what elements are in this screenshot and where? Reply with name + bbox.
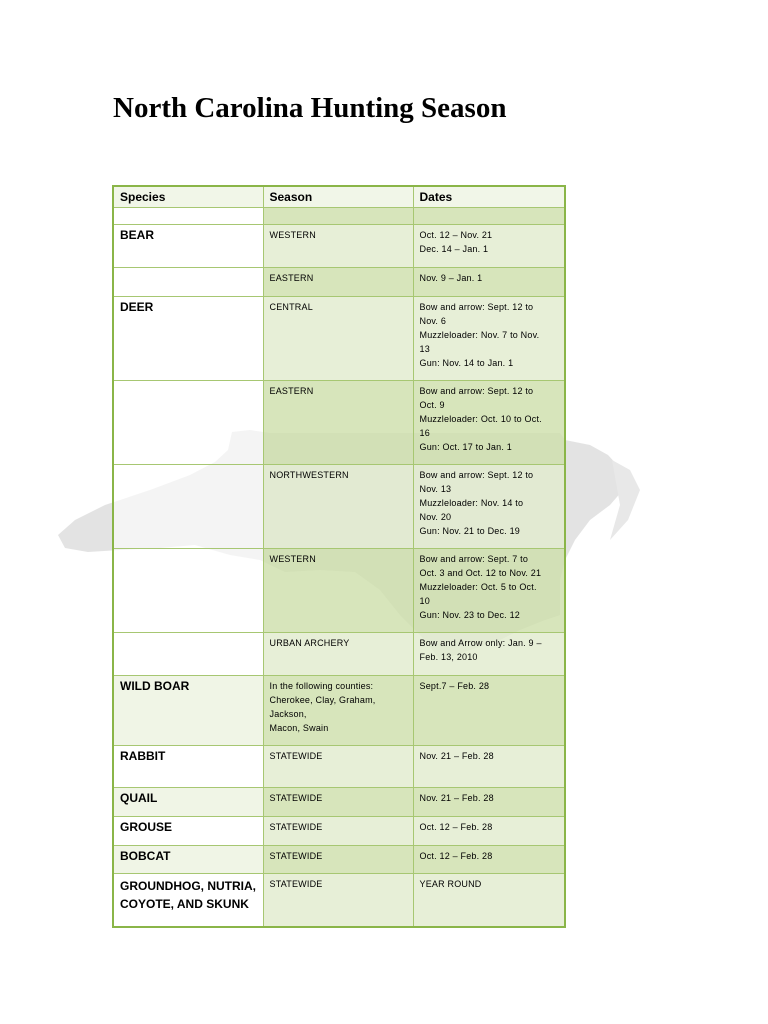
dates-line: YEAR ROUND bbox=[419, 879, 482, 889]
species-cell bbox=[113, 549, 263, 633]
dates-line: Muzzleloader: Oct. 5 to Oct. bbox=[419, 582, 537, 592]
dates-line: Oct. 9 bbox=[419, 400, 445, 410]
dates-line: Bow and Arrow only: Jan. 9 – bbox=[419, 638, 542, 648]
dates-cell bbox=[413, 297, 565, 381]
dates-line: Bow and arrow: Sept. 7 to bbox=[419, 554, 529, 564]
dates-line: Gun: Nov. 14 to Jan. 1 bbox=[419, 358, 514, 368]
dates-cell bbox=[413, 225, 565, 268]
species-cell: RABBIT bbox=[113, 746, 263, 788]
dates-line: Nov. 20 bbox=[419, 512, 452, 522]
header-dates: Dates bbox=[413, 186, 565, 208]
species-cell: BOBCAT bbox=[113, 846, 263, 874]
season-cell: EASTERN bbox=[263, 268, 413, 297]
hunting-season-table bbox=[112, 185, 566, 928]
dates-cell bbox=[413, 381, 565, 465]
season-cell: STATEWIDE bbox=[263, 788, 413, 817]
species-cell: GROUSE bbox=[113, 817, 263, 846]
season-line: Jackson, bbox=[269, 709, 307, 719]
species-cell bbox=[113, 633, 263, 676]
dates-line: 10 bbox=[419, 596, 430, 606]
species-cell bbox=[113, 465, 263, 549]
table-row bbox=[113, 788, 565, 817]
dates-line: Gun: Nov. 21 to Dec. 19 bbox=[419, 526, 520, 536]
dates-line: Bow and arrow: Sept. 12 to bbox=[419, 302, 534, 312]
dates-line: Gun: Nov. 23 to Dec. 12 bbox=[419, 610, 520, 620]
dates-line: Nov. 21 – Feb. 28 bbox=[419, 751, 494, 761]
dates-line: Muzzleloader: Oct. 10 to Oct. bbox=[419, 414, 542, 424]
table-row bbox=[113, 549, 565, 633]
table-row bbox=[113, 633, 565, 676]
species-cell bbox=[113, 268, 263, 297]
dates-cell bbox=[413, 633, 565, 676]
season-line: Macon, Swain bbox=[269, 723, 329, 733]
season-cell: STATEWIDE bbox=[263, 846, 413, 874]
dates-line: Nov. 6 bbox=[419, 316, 447, 326]
dates-cell bbox=[413, 817, 565, 846]
season-cell: WESTERN bbox=[263, 225, 413, 268]
table-row bbox=[113, 381, 565, 465]
season-cell: EASTERN bbox=[263, 381, 413, 465]
table-row bbox=[113, 676, 565, 746]
table-row bbox=[113, 465, 565, 549]
dates-line: Nov. 9 – Jan. 1 bbox=[419, 273, 483, 283]
dates-cell bbox=[413, 874, 565, 927]
dates-line: 16 bbox=[419, 428, 430, 438]
dates-line: Oct. 12 – Nov. 21 bbox=[419, 230, 493, 240]
dates-line: Muzzleloader: Nov. 14 to bbox=[419, 498, 524, 508]
dates-line: Nov. 21 – Feb. 28 bbox=[419, 793, 494, 803]
empty-cell bbox=[413, 208, 565, 225]
species-cell: WILD BOAR bbox=[113, 676, 263, 746]
dates-cell bbox=[413, 746, 565, 788]
dates-line: Oct. 12 – Feb. 28 bbox=[419, 822, 493, 832]
species-cell: DEER bbox=[113, 297, 263, 381]
dates-cell bbox=[413, 268, 565, 297]
dates-line: Nov. 13 bbox=[419, 484, 452, 494]
empty-cell bbox=[263, 208, 413, 225]
header-species: Species bbox=[113, 186, 263, 208]
table-row bbox=[113, 846, 565, 874]
table-row bbox=[113, 225, 565, 268]
dates-line: Gun: Oct. 17 to Jan. 1 bbox=[419, 442, 512, 452]
dates-line: Muzzleloader: Nov. 7 to Nov. bbox=[419, 330, 540, 340]
species-cell: GROUNDHOG, NUTRIA, COYOTE, AND SKUNK bbox=[113, 874, 263, 927]
table-row-empty bbox=[113, 208, 565, 225]
dates-line: Oct. 12 – Feb. 28 bbox=[419, 851, 493, 861]
dates-cell bbox=[413, 846, 565, 874]
dates-line: Bow and arrow: Sept. 12 to bbox=[419, 386, 534, 396]
empty-cell bbox=[113, 208, 263, 225]
page-title: North Carolina Hunting Season bbox=[113, 92, 507, 124]
season-line: In the following counties: bbox=[269, 681, 374, 691]
table-row bbox=[113, 817, 565, 846]
season-cell: STATEWIDE bbox=[263, 817, 413, 846]
table-row bbox=[113, 746, 565, 788]
season-cell: STATEWIDE bbox=[263, 746, 413, 788]
season-cell: NORTHWESTERN bbox=[263, 465, 413, 549]
species-cell: QUAIL bbox=[113, 788, 263, 817]
dates-cell bbox=[413, 676, 565, 746]
season-cell: CENTRAL bbox=[263, 297, 413, 381]
dates-line: Feb. 13, 2010 bbox=[419, 652, 478, 662]
table-row bbox=[113, 268, 565, 297]
season-line: Cherokee, Clay, Graham, bbox=[269, 695, 376, 705]
season-cell: URBAN ARCHERY bbox=[263, 633, 413, 676]
season-cell: STATEWIDE bbox=[263, 874, 413, 927]
dates-line: Dec. 14 – Jan. 1 bbox=[419, 244, 489, 254]
dates-line: Sept.7 – Feb. 28 bbox=[419, 681, 490, 691]
header-season: Season bbox=[263, 186, 413, 208]
season-cell: WESTERN bbox=[263, 549, 413, 633]
dates-line: Oct. 3 and Oct. 12 to Nov. 21 bbox=[419, 568, 542, 578]
species-cell: BEAR bbox=[113, 225, 263, 268]
dates-line: 13 bbox=[419, 344, 430, 354]
table-row bbox=[113, 297, 565, 381]
dates-line: Bow and arrow: Sept. 12 to bbox=[419, 470, 534, 480]
dates-cell bbox=[413, 465, 565, 549]
species-cell bbox=[113, 381, 263, 465]
table-row bbox=[113, 874, 565, 927]
season-cell bbox=[263, 676, 413, 746]
dates-cell bbox=[413, 549, 565, 633]
table-header-row bbox=[113, 186, 565, 208]
dates-cell bbox=[413, 788, 565, 817]
